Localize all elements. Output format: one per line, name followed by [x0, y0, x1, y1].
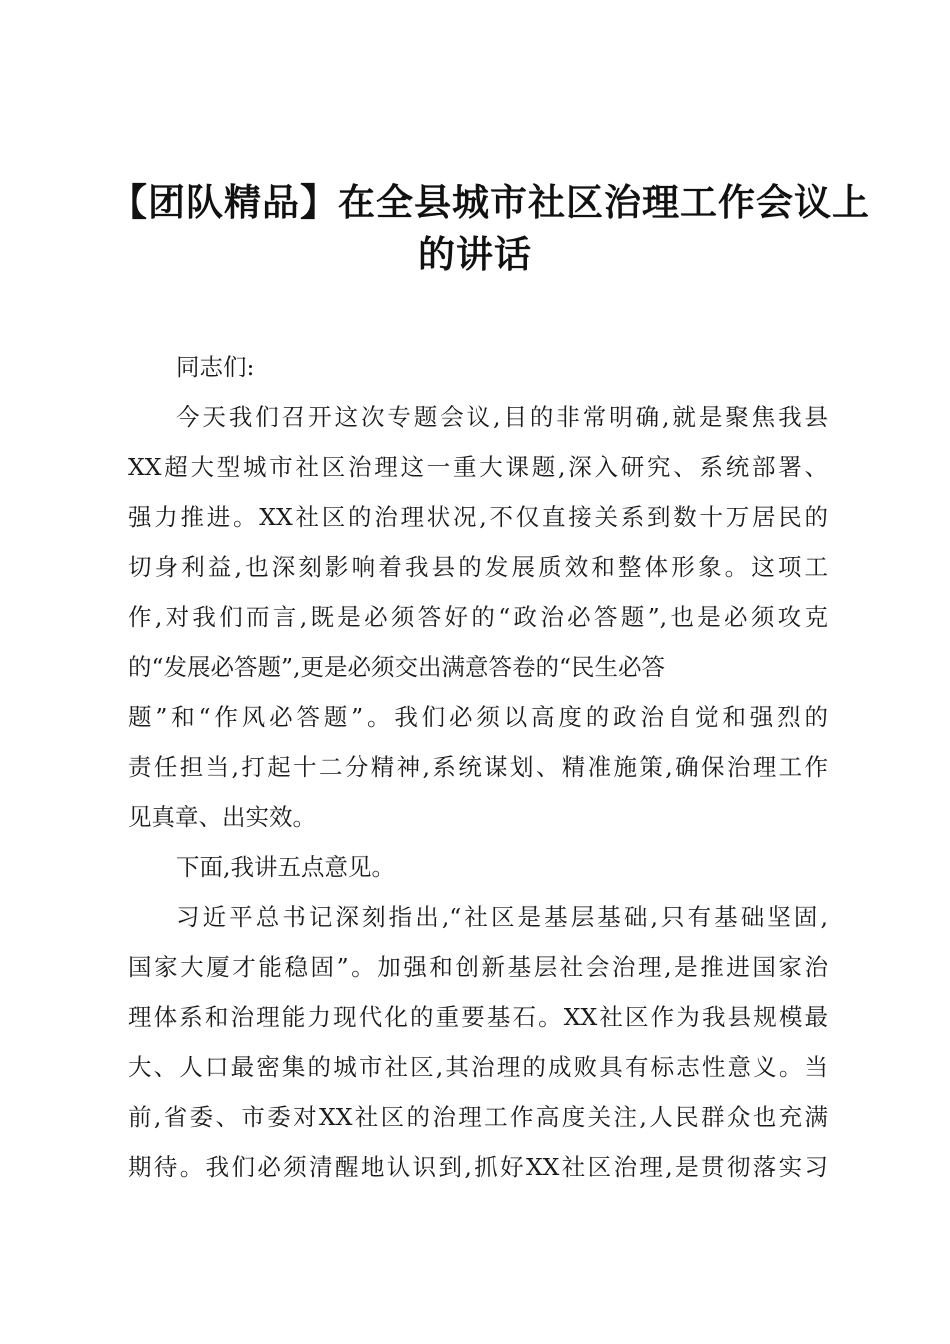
document-title: [110, 176, 870, 280]
text-line: 切身利益,也深刻影响着我县的发展质效和整体形象。这项工: [128, 553, 828, 581]
text-line: 理体系和治理能力现代化的重要基石。XX社区作为我县规模最: [128, 1003, 828, 1031]
text-line: 题”和“作风必答题”。我们必须以高度的政治自觉和强烈的: [128, 703, 828, 731]
text-line: 的“发展必答题”,更是必须交出满意答卷的“民生必答: [128, 653, 666, 681]
text-line: 前,省委、市委对XX社区的治理工作高度关注,人民群众也充满: [128, 1103, 828, 1131]
text-line: XX超大型城市社区治理这一重大课题,深入研究、系统部署、: [128, 453, 828, 481]
title-line-2: 的讲话: [418, 232, 532, 276]
text-line: 强力推进。XX社区的治理状况,不仅直接关系到数十万居民的: [128, 503, 828, 531]
text-line: 期待。我们必须清醒地认识到,抓好XX社区治理,是贯彻落实习: [128, 1153, 828, 1181]
text-line: 见真章、出实效。: [128, 803, 316, 831]
text-line: 今天我们召开这次专题会议,目的非常明确,就是聚焦我县: [176, 403, 828, 431]
text-line: 国家大厦才能稳固”。加强和创新基层社会治理,是推进国家治: [128, 953, 828, 981]
text-line: 下面,我讲五点意见。: [176, 853, 395, 881]
text-line: 责任担当,打起十二分精神,系统谋划、精准施策,确保治理工作: [128, 753, 828, 781]
text-line: 大、人口最密集的城市社区,其治理的成败具有标志性意义。当: [128, 1053, 828, 1081]
text-line: 作,对我们而言,既是必须答好的“政治必答题”,也是必须攻克: [128, 603, 828, 631]
document-body: [128, 342, 828, 1192]
title-line-1: 【团队精品】在全县城市社区治理工作会议上: [110, 180, 870, 224]
text-line: 习近平总书记深刻指出,“社区是基层基础,只有基础坚固,: [176, 903, 828, 931]
text-line: 同志们:: [176, 353, 255, 381]
